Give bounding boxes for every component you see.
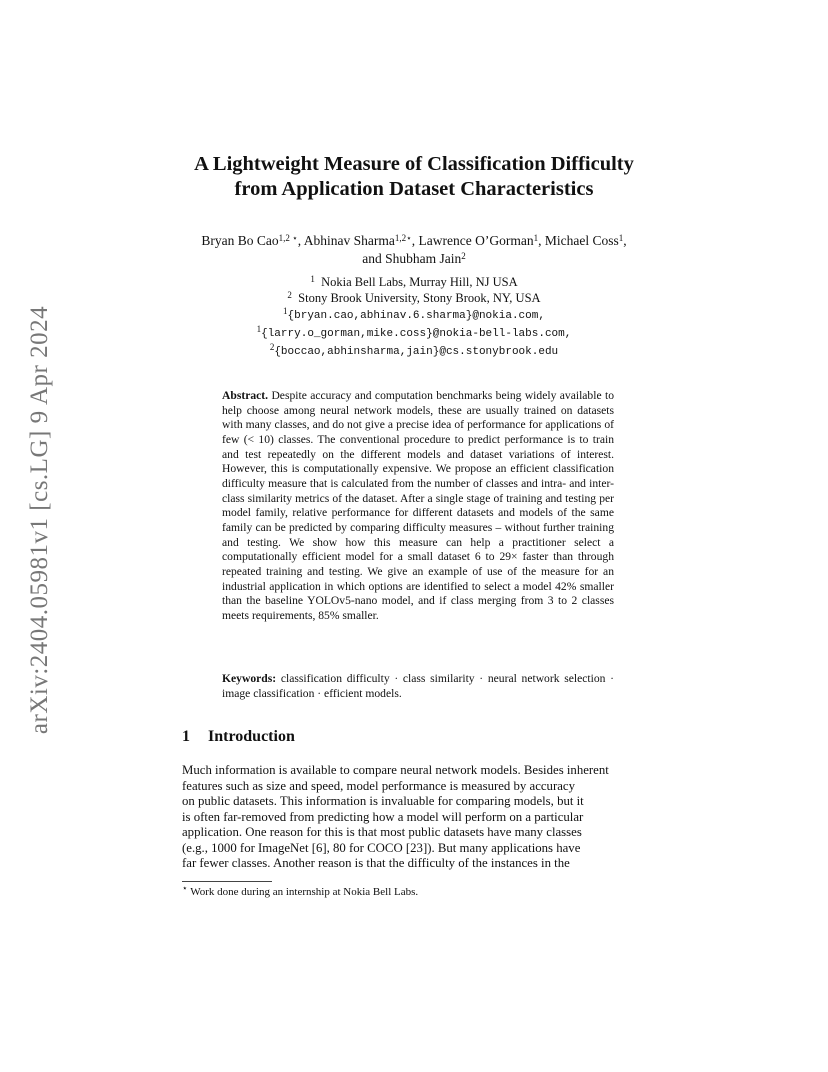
email-1 [160, 306, 668, 324]
keywords-text: classification difficulty · class similarity · neural network selection · image classification · efficient models. [222, 672, 614, 700]
author-list: Bryan Bo Cao$^{1,2 ⋆}$, Abhinav Sharma$^{1,2⋆}$, Lawrence O’Gorman$^1$, Michael Coss$^1$, and Shubham Jain$^2$ [201, 233, 627, 266]
author-sup: 1 [533, 233, 539, 243]
email-3 [160, 342, 668, 360]
intro-line: features such as size and speed, model performance is measured by accuracy [182, 778, 575, 793]
affiliation-1 [160, 274, 668, 290]
author: Abhinav Sharma [303, 233, 395, 248]
author: Michael Coss [544, 233, 619, 248]
affiliation-text: Stony Brook University, Stony Brook, NY, USA [298, 291, 541, 305]
intro-line: (e.g., 1000 for ImageNet [6], 80 for COCO [23]). But many applications have [182, 840, 581, 855]
email-text: {boccao,abhinsharma,jain}@cs.stonybrook.edu [274, 346, 559, 358]
section-number: 1 [182, 728, 190, 745]
footnote-rule [182, 881, 272, 882]
affiliations [160, 274, 668, 360]
author: Lawrence O’Gorman [418, 233, 534, 248]
abstract-label: Abstract. [222, 389, 269, 402]
email-sup: 1 [256, 324, 262, 334]
intro-line: far fewer classes. Another reason is that the difficulty of the instances in the [182, 856, 570, 870]
abstract [222, 389, 614, 624]
section-heading [182, 728, 295, 746]
footnote-text: Work done during an internship at Nokia Bell Labs. [190, 886, 419, 898]
section-title: Introduction [208, 728, 295, 745]
email-text: {bryan.cao,abhinav.6.sharma}@nokia.com, [287, 310, 545, 322]
footnote [182, 883, 419, 898]
email-2 [160, 324, 668, 342]
author-sup: 1 [618, 233, 624, 243]
intro-line: application. One reason for this is that most public datasets have many classes [182, 825, 582, 839]
intro-line: Much information is available to compare neural network models. Besides inherent [182, 763, 609, 777]
author-sup: 1,2⋆ [394, 233, 412, 243]
intro-line: on public datasets. This information is invaluable for comparing models, but it [182, 794, 584, 808]
affiliation-sup: 1 [310, 274, 315, 284]
author-sup: 2 [461, 251, 466, 261]
paper-title [100, 152, 728, 202]
keywords-label: Keywords: [222, 672, 277, 685]
intro-paragraph [182, 763, 652, 872]
author: Shubham Jain [385, 251, 462, 266]
arxiv-stamp [22, 290, 58, 750]
footnote-mark: ⋆ [182, 883, 188, 893]
author-sup: 1,2 ⋆ [278, 233, 298, 243]
affiliation-text: Nokia Bell Labs, Murray Hill, NJ USA [321, 275, 518, 289]
author: Bryan Bo Cao [201, 233, 279, 248]
email-text: {larry.o_gorman,mike.coss}@nokia-bell-labs.com, [261, 328, 572, 340]
arxiv-stamp-text: arXiv:2404.05981v1 [cs.LG] 9 Apr 2024 [26, 305, 53, 735]
title-line-1: A Lightweight Measure of Classification Difficulty [194, 153, 634, 175]
affiliation-sup: 2 [287, 290, 292, 300]
email-sup: 1 [283, 306, 288, 316]
keywords [222, 672, 614, 701]
title-line-2: from Application Dataset Characteristics [234, 178, 594, 200]
abstract-text: Despite accuracy and computation benchmarks being widely available to help choose among neural network models, these are usually trained on datasets with many classes, and do not give a precise idea of performance for applications of few (< 10) classes. The conventional procedure to predict performance is to train and test repeatedly on the different models and dataset variations of interest. However, this is computationally expensive. We propose an efficient classification difficulty measure that is calculated from the number of classes and intra- and inter-class similarity metrics of the dataset. After a single stage of training and testing per model family, relative performance for different datasets and models of the same family can be predicted by comparing difficulty measures – without further training and testing. We show how this measure can help a practitioner select a computationally efficient model for a small dataset 6 to 29× faster than through repeated training and testing. We give an example of use of the measure for an industrial application in which options are identified to select a model 42% smaller than the baseline YOLOv5-nano model, and if class merging from 3 to 2 classes meets requirements, 85% smaller. [222, 389, 614, 622]
affiliation-2 [160, 290, 668, 306]
intro-line: is often far-removed from predicting how a model will perform on a particular [182, 809, 584, 824]
email-sup: 2 [269, 342, 275, 352]
